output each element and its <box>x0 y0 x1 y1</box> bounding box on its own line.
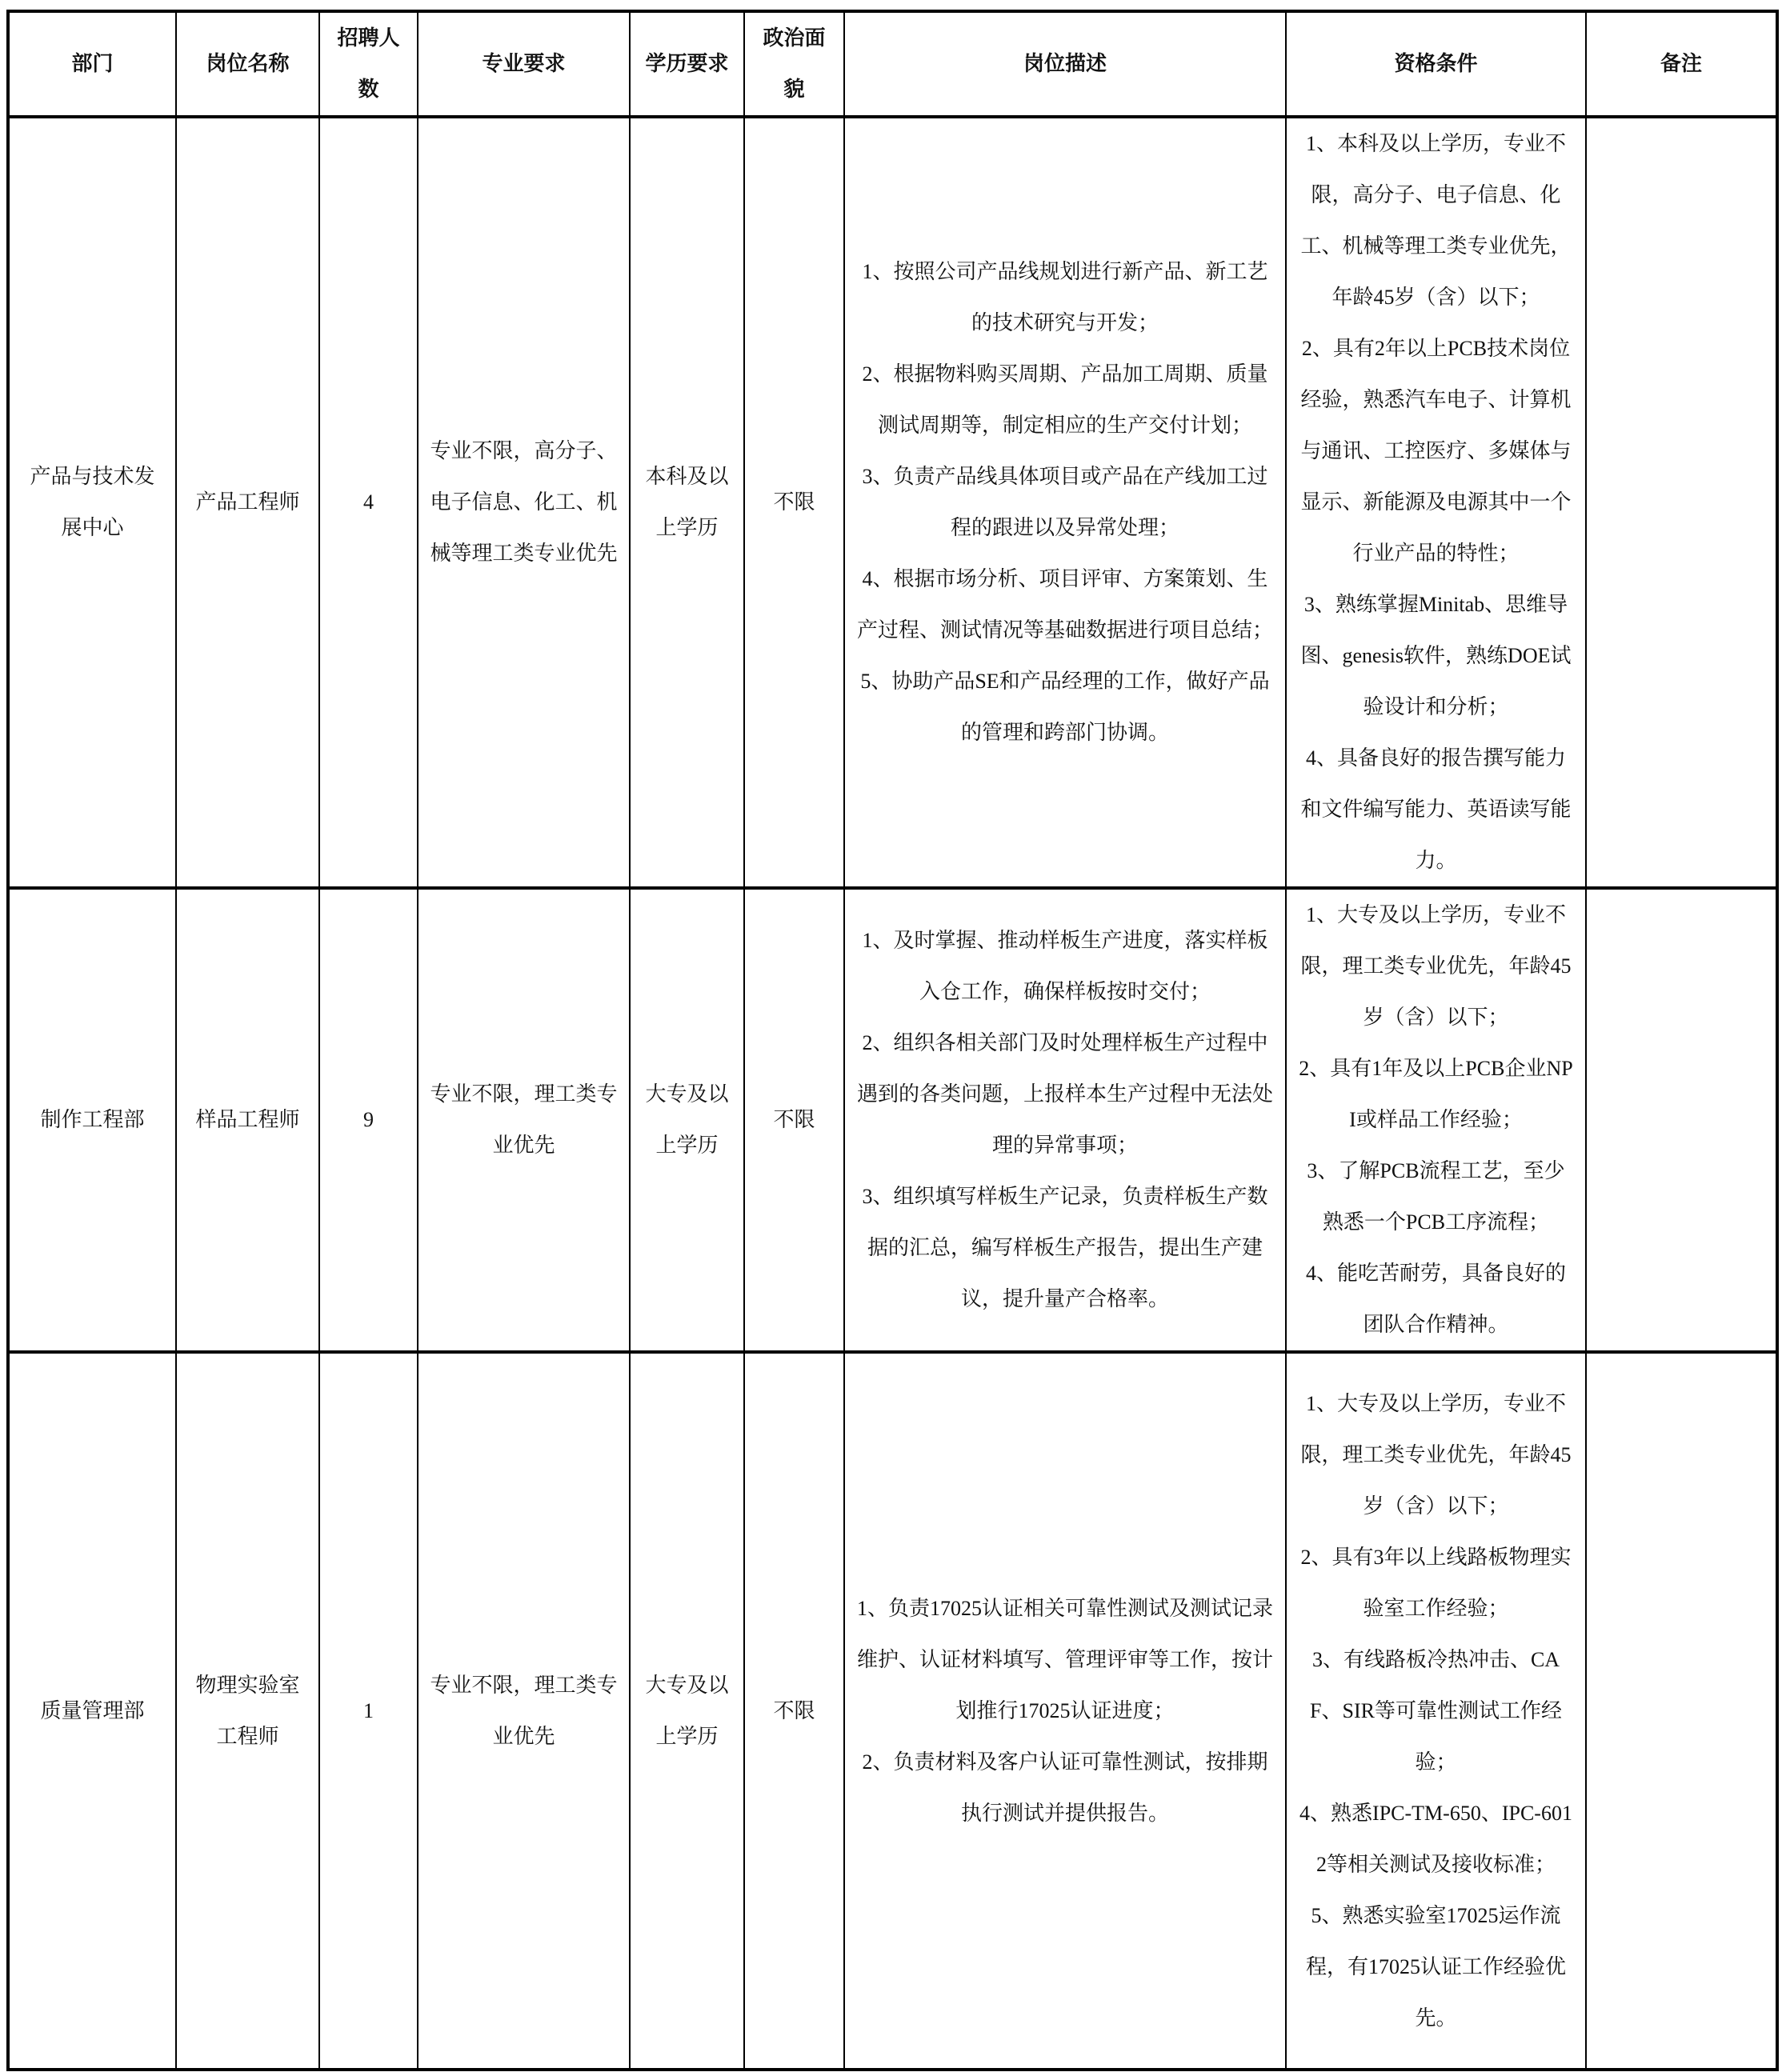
cell-remarks <box>1586 1352 1777 2070</box>
cell-position: 产品工程师 <box>176 117 319 888</box>
qualification-item: 1、大专及以上学历，专业不限，理工类专业优先，年龄45岁（含）以下； <box>1300 903 1572 1029</box>
cell-education: 大专及以上学历 <box>630 888 744 1352</box>
cell-description <box>844 1352 1286 2070</box>
qualification-item: 3、有线路板冷热冲击、CAF、SIR等可靠性测试工作经验； <box>1310 1647 1562 1774</box>
header-position: 岗位名称 <box>176 11 319 117</box>
cell-position: 样品工程师 <box>176 888 319 1352</box>
description-item: 4、根据市场分析、项目评审、方案策划、生产过程、测试情况等基础数据进行项目总结； <box>856 567 1273 642</box>
header-remarks: 备注 <box>1586 11 1777 117</box>
cell-remarks <box>1586 888 1777 1352</box>
table-row <box>8 888 1777 1352</box>
header-qualifications: 资格条件 <box>1286 11 1586 117</box>
cell-major: 专业不限，理工类专业优先 <box>418 888 630 1352</box>
header-row <box>8 11 1777 117</box>
qualification-item: 3、熟练掌握Minitab、思维导图、genesis软件，熟练DOE试验设计和分析； <box>1300 593 1572 718</box>
qualification-item: 4、熟悉IPC-TM-650、IPC-6012等相关测试及接收标准； <box>1299 1801 1572 1876</box>
description-item: 1、及时掌握、推动样板生产进度，落实样板入仓工作，确保样板按时交付； <box>862 929 1268 1003</box>
cell-department: 质量管理部 <box>8 1352 176 2070</box>
cell-department: 产品与技术发展中心 <box>8 117 176 888</box>
description-item: 2、负责材料及客户认证可靠性测试，按排期执行测试并提供报告。 <box>862 1750 1268 1825</box>
table-row <box>8 117 1777 888</box>
qualification-item: 2、具有1年及以上PCB企业NPI或样品工作经验； <box>1299 1057 1573 1131</box>
qualification-item: 2、具有2年以上PCB技术岗位经验，熟悉汽车电子、计算机与通讯、工控医疗、多媒体与显示、新能源及电源其中一个行业产品的特性； <box>1300 337 1572 565</box>
description-item: 3、组织填写样板生产记录，负责样板生产数据的汇总，编写样板生产报告，提出生产建议，提升量产合格率。 <box>862 1185 1268 1310</box>
recruitment-table <box>6 10 1779 2071</box>
header-headcount: 招聘人数 <box>319 11 418 117</box>
cell-department: 制作工程部 <box>8 888 176 1352</box>
description-item: 2、根据物料购买周期、产品加工周期、质量测试周期等，制定相应的生产交付计划； <box>862 362 1268 437</box>
cell-qualifications <box>1286 117 1586 888</box>
cell-major: 专业不限，理工类专业优先 <box>418 1352 630 2070</box>
qualification-item: 5、熟悉实验室17025运作流程，有17025认证工作经验优先。 <box>1305 1903 1566 2030</box>
header-description: 岗位描述 <box>844 11 1286 117</box>
header-department: 部门 <box>8 11 176 117</box>
header-education: 学历要求 <box>630 11 744 117</box>
cell-qualifications <box>1286 1352 1586 2070</box>
qualification-item: 4、能吃苦耐劳，具备良好的团队合作精神。 <box>1305 1262 1566 1336</box>
description-item: 1、负责17025认证相关可靠性测试及测试记录维护、认证材料填写、管理评审等工作，按计划推行17025认证进度； <box>856 1596 1273 1722</box>
cell-description <box>844 888 1286 1352</box>
cell-education: 大专及以上学历 <box>630 1352 744 2070</box>
header-major: 专业要求 <box>418 11 630 117</box>
cell-political: 不限 <box>744 117 844 888</box>
cell-qualifications <box>1286 888 1586 1352</box>
qualification-item: 3、了解PCB流程工艺，至少熟悉一个PCB工序流程； <box>1307 1159 1565 1234</box>
cell-headcount: 1 <box>319 1352 418 2070</box>
qualification-item: 4、具备良好的报告撰写能力和文件编写能力、英语读写能力。 <box>1300 746 1572 872</box>
cell-description <box>844 117 1286 888</box>
cell-position: 物理实验室工程师 <box>176 1352 319 2070</box>
table-row <box>8 1352 1777 2070</box>
cell-headcount: 9 <box>319 888 418 1352</box>
description-item: 5、协助产品SE和产品经理的工作，做好产品的管理和跨部门协调。 <box>860 670 1270 744</box>
cell-political: 不限 <box>744 1352 844 2070</box>
qualification-item: 1、大专及以上学历，专业不限，理工类专业优先，年龄45岁（含）以下； <box>1300 1391 1572 1518</box>
description-item: 1、按照公司产品线规划进行新产品、新工艺的技术研究与开发； <box>862 260 1268 334</box>
qualification-item: 2、具有3年以上线路板物理实验室工作经验； <box>1300 1545 1572 1620</box>
description-item: 3、负责产品线具体项目或产品在产线加工过程的跟进以及异常处理； <box>862 465 1268 539</box>
cell-education: 本科及以上学历 <box>630 117 744 888</box>
header-political: 政治面貌 <box>744 11 844 117</box>
cell-remarks <box>1586 117 1777 888</box>
cell-major: 专业不限，高分子、电子信息、化工、机械等理工类专业优先 <box>418 117 630 888</box>
cell-political: 不限 <box>744 888 844 1352</box>
description-item: 2、组织各相关部门及时处理样板生产过程中遇到的各类问题，上报样本生产过程中无法处理的异常事项； <box>856 1031 1273 1157</box>
qualification-item: 1、本科及以上学历，专业不限，高分子、电子信息、化工、机械等理工类专业优先，年龄45岁（含）以下； <box>1300 132 1572 309</box>
cell-headcount: 4 <box>319 117 418 888</box>
